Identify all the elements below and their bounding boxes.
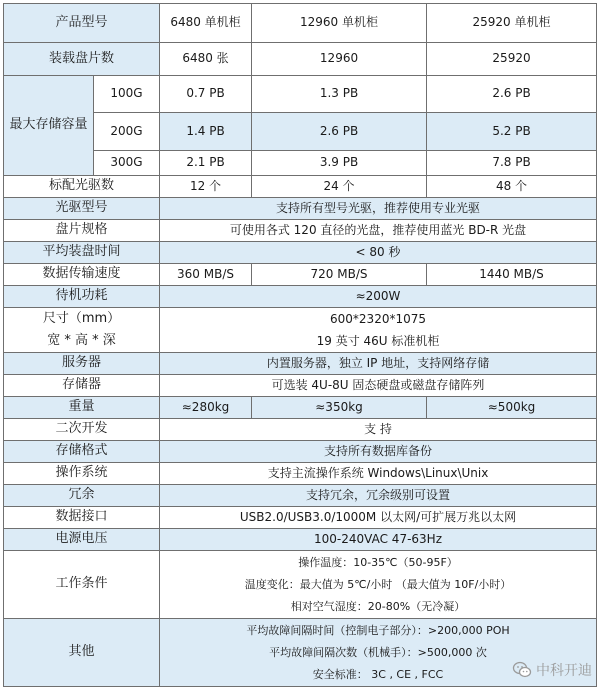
transfer-value-3: 1440 MB/S [427,264,597,286]
watermark [512,660,592,680]
table-row-other [4,619,597,687]
server-label: 服务器 [4,353,160,375]
storage-value: 可选装 4U-8U 固态硬盘或磁盘存储阵列 [160,375,597,397]
load-time-value: < 80 秒 [160,242,597,264]
table-row-discs [4,43,597,76]
load-time-label: 平均装盘时间 [4,242,160,264]
drives-value-3: 48 个 [427,176,597,198]
capacity-sub-200g: 200G [94,113,160,151]
server-value: 内置服务器，独立 IP 地址，支持网络存储 [160,353,597,375]
disc-spec-value: 可使用各式 120 直径的光盘，推荐使用蓝光 BD-R 光盘 [160,220,597,242]
standby-value: ≈200W [160,286,597,308]
interface-label: 数据接口 [4,507,160,529]
capacity-100g-1: 0.7 PB [160,76,252,113]
other-label: 其他 [4,619,160,687]
weight-value-1: ≈280kg [160,397,252,419]
format-value: 支持所有数据库备份 [160,441,597,463]
header-col-1: 6480 单机柜 [160,4,252,43]
transfer-value-2: 720 MB/S [252,264,427,286]
discs-value-3: 25920 [427,43,597,76]
capacity-100g-2: 1.3 PB [252,76,427,113]
table-row-conditions [4,551,597,619]
format-label: 存储格式 [4,441,160,463]
standby-label: 待机功耗 [4,286,160,308]
size-label-line-2: 宽 * 高 * 深 [47,333,116,348]
power-value: 100-240VAC 47-63Hz [160,529,597,551]
dev-value: 支 持 [160,419,597,441]
drives-value-2: 24 个 [252,176,427,198]
table-row-redundancy [4,485,597,507]
table-row-disc-spec [4,220,597,242]
drive-model-label: 光驱型号 [4,198,160,220]
table-row-dev [4,419,597,441]
size-label [4,308,160,353]
header-col-2: 12960 单机柜 [252,4,427,43]
discs-value-1: 6480 张 [160,43,252,76]
header-col-3: 25920 单机柜 [427,4,597,43]
other-line-1: 平均故障间隔时间（控制电子部分）：>200,000 POH [246,623,510,637]
table-row-transfer [4,264,597,286]
capacity-100g-3: 2.6 PB [427,76,597,113]
capacity-300g-3: 7.8 PB [427,151,597,176]
table-row-power [4,529,597,551]
interface-value: USB2.0/USB3.0/1000M 以太网/可扩展万兆以太网 [160,507,597,529]
other-line-2: 平均故障间隔次数（机械手）：>500,000 次 [269,645,487,659]
discs-label: 装载盘片数 [4,43,160,76]
power-label: 电源电压 [4,529,160,551]
redundancy-value: 支持冗余，冗余级别可设置 [160,485,597,507]
size-value [160,308,597,353]
size-label-line-1: 尺寸（mm） [42,311,121,326]
table-row-os [4,463,597,485]
weight-value-2: ≈350kg [252,397,427,419]
table-row-standby [4,286,597,308]
drives-value-1: 12 个 [160,176,252,198]
conditions-line-2: 温度变化：最大值为 5℃/小时 （最大值为 10F/小时） [244,577,512,591]
weight-label: 重量 [4,397,160,419]
drives-label: 标配光驱数 [4,176,160,198]
table-row-capacity-100g [4,76,597,113]
transfer-value-1: 360 MB/S [160,264,252,286]
capacity-200g-2: 2.6 PB [252,113,427,151]
conditions-value [160,551,597,619]
os-label: 操作系统 [4,463,160,485]
watermark-text: 中科开迪 [536,663,592,679]
size-value-line-2: 19 英寸 46U 标准机柜 [316,334,440,348]
capacity-sub-300g: 300G [94,151,160,176]
capacity-300g-2: 3.9 PB [252,151,427,176]
table-row-storage [4,375,597,397]
conditions-label: 工作条件 [4,551,160,619]
capacity-200g-3: 5.2 PB [427,113,597,151]
redundancy-label: 冗余 [4,485,160,507]
os-value: 支持主流操作系统 Windows\Linux\Unix [160,463,597,485]
capacity-200g-1: 1.4 PB [160,113,252,151]
table-row-size [4,308,597,353]
table-row-drives [4,176,597,198]
transfer-label: 数据传输速度 [4,264,160,286]
table-row-weight [4,397,597,419]
spec-table [3,3,597,687]
capacity-300g-1: 2.1 PB [160,151,252,176]
table-row-interface [4,507,597,529]
header-label: 产品型号 [4,4,160,43]
table-row-load-time [4,242,597,264]
disc-spec-label: 盘片规格 [4,220,160,242]
wechat-icon [512,660,532,680]
table-row-header [4,4,597,43]
capacity-label: 最大存储容量 [4,76,94,176]
capacity-sub-100g: 100G [94,76,160,113]
discs-value-2: 12960 [252,43,427,76]
weight-value-3: ≈500kg [427,397,597,419]
dev-label: 二次开发 [4,419,160,441]
table-row-drive-model [4,198,597,220]
conditions-line-3: 相对空气湿度：20-80%（无冷凝） [290,599,466,613]
storage-label: 存储器 [4,375,160,397]
drive-model-value: 支持所有型号光驱，推荐使用专业光驱 [160,198,597,220]
size-value-line-1: 600*2320*1075 [330,312,426,326]
table-row-server [4,353,597,375]
conditions-line-1: 操作温度：10-35℃（50-95F） [298,555,458,569]
other-line-3: 安全标准： 3C , CE , FCC [312,667,444,681]
table-row-format [4,441,597,463]
